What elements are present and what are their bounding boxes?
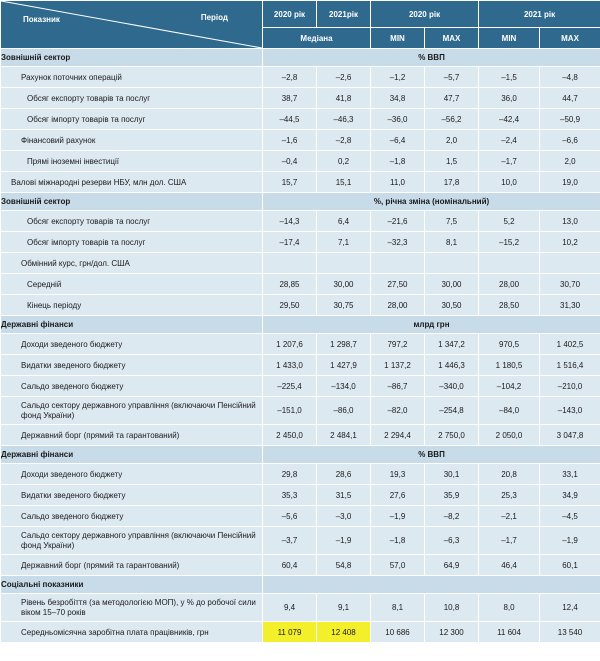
header-min-2020: MIN bbox=[371, 28, 425, 49]
row-label: Сальдо зведеного бюджету bbox=[1, 506, 263, 527]
row-label: Видатки зведеного бюджету bbox=[1, 485, 263, 506]
cell-max-2020: –5,7 bbox=[425, 67, 479, 88]
cell-min-2021: 28,00 bbox=[479, 274, 540, 295]
cell-min-2020: 27,6 bbox=[371, 485, 425, 506]
header-max-2021: MAX bbox=[540, 28, 600, 49]
section-header-row bbox=[1, 576, 600, 594]
row-label: Середньомісячна заробітна плата працівників, грн bbox=[1, 622, 263, 643]
cell-median-2021: 30,00 bbox=[317, 274, 371, 295]
row-label: Обмінний курс, грн/дол. США bbox=[1, 253, 263, 274]
section-unit: % ВВП bbox=[263, 446, 600, 464]
cell-median-2021: 7,1 bbox=[317, 232, 371, 253]
row-label: Обсяг імпорту товарів та послуг bbox=[1, 109, 263, 130]
table-row bbox=[1, 555, 600, 576]
cell-max-2021: 34,9 bbox=[540, 485, 600, 506]
cell-min-2021 bbox=[479, 253, 540, 274]
cell-max-2020: 7,5 bbox=[425, 211, 479, 232]
cell-min-2020: –1,2 bbox=[371, 67, 425, 88]
section-header-row bbox=[1, 446, 600, 464]
cell-max-2020: –340,0 bbox=[425, 376, 479, 397]
cell-median-2021: 1 427,9 bbox=[317, 355, 371, 376]
cell-median-2021: –3,0 bbox=[317, 506, 371, 527]
table-row bbox=[1, 506, 600, 527]
cell-median-2021: 31,5 bbox=[317, 485, 371, 506]
cell-max-2021: –6,6 bbox=[540, 130, 600, 151]
cell-max-2020: 2 750,0 bbox=[425, 425, 479, 446]
cell-max-2021: 30,70 bbox=[540, 274, 600, 295]
header-diagonal-line bbox=[1, 1, 262, 48]
cell-median-2021: 54,8 bbox=[317, 555, 371, 576]
section-title: Зовнішній сектор bbox=[1, 193, 263, 211]
section-unit: млрд грн bbox=[263, 316, 600, 334]
table-row bbox=[1, 67, 600, 88]
header-median: Медіана bbox=[263, 28, 371, 49]
cell-max-2021: –4,5 bbox=[540, 506, 600, 527]
cell-min-2020: 57,0 bbox=[371, 555, 425, 576]
cell-median-2020: 35,3 bbox=[263, 485, 317, 506]
cell-median-2021: 1 298,7 bbox=[317, 334, 371, 355]
cell-max-2021: 19,0 bbox=[540, 172, 600, 193]
cell-min-2020: –86,7 bbox=[371, 376, 425, 397]
cell-median-2021: 41,8 bbox=[317, 88, 371, 109]
cell-max-2020: 8,1 bbox=[425, 232, 479, 253]
cell-median-2020: –2,8 bbox=[263, 67, 317, 88]
cell-median-2020: 29,50 bbox=[263, 295, 317, 316]
row-label: Кінець періоду bbox=[1, 295, 263, 316]
row-label: Обсяг імпорту товарів та послуг bbox=[1, 232, 263, 253]
cell-max-2021: 13 540 bbox=[540, 622, 600, 643]
cell-max-2021: –50,9 bbox=[540, 109, 600, 130]
table-row bbox=[1, 211, 600, 232]
cell-min-2021: 28,50 bbox=[479, 295, 540, 316]
cell-max-2021: 1 516,4 bbox=[540, 355, 600, 376]
header-group-2020: 2020 рік bbox=[371, 1, 479, 28]
cell-min-2020: 8,1 bbox=[371, 594, 425, 622]
cell-max-2021: –1,9 bbox=[540, 527, 600, 555]
cell-median-2020: 1 433,0 bbox=[263, 355, 317, 376]
cell-median-2021: –2,6 bbox=[317, 67, 371, 88]
cell-min-2021: –42,4 bbox=[479, 109, 540, 130]
cell-median-2021: 2 484,1 bbox=[317, 425, 371, 446]
table-row bbox=[1, 594, 600, 622]
table-row bbox=[1, 464, 600, 485]
cell-min-2021: –1,7 bbox=[479, 527, 540, 555]
cell-min-2021: 5,2 bbox=[479, 211, 540, 232]
row-label: Фінансовий рахунок bbox=[1, 130, 263, 151]
cell-median-2020: 28,85 bbox=[263, 274, 317, 295]
row-label: Сальдо сектору державного управління (включаючи Пенсійний фонд України) bbox=[1, 397, 263, 425]
header-max-2020: MAX bbox=[425, 28, 479, 49]
table-row bbox=[1, 485, 600, 506]
table-row bbox=[1, 355, 600, 376]
cell-median-2020: 1 207,6 bbox=[263, 334, 317, 355]
cell-min-2020: –1,9 bbox=[371, 506, 425, 527]
cell-max-2021: –4,8 bbox=[540, 67, 600, 88]
section-title: Державні фінанси bbox=[1, 316, 263, 334]
section-title: Державні фінанси bbox=[1, 446, 263, 464]
cell-max-2021: 12,4 bbox=[540, 594, 600, 622]
cell-max-2021: 13,0 bbox=[540, 211, 600, 232]
cell-median-2020: –151,0 bbox=[263, 397, 317, 425]
cell-min-2021: –84,0 bbox=[479, 397, 540, 425]
row-label: Середній bbox=[1, 274, 263, 295]
cell-max-2020: 1 446,3 bbox=[425, 355, 479, 376]
cell-min-2020: –82,0 bbox=[371, 397, 425, 425]
cell-min-2020: 11,0 bbox=[371, 172, 425, 193]
cell-max-2021: 10,2 bbox=[540, 232, 600, 253]
section-header-row bbox=[1, 193, 600, 211]
cell-median-2020: –3,7 bbox=[263, 527, 317, 555]
cell-min-2020: –1,8 bbox=[371, 527, 425, 555]
section-title: Зовнішній сектор bbox=[1, 49, 263, 67]
cell-max-2020: 12 300 bbox=[425, 622, 479, 643]
cell-min-2021: 8,0 bbox=[479, 594, 540, 622]
cell-max-2020: 30,00 bbox=[425, 274, 479, 295]
row-label: Обсяг експорту товарів та послуг bbox=[1, 88, 263, 109]
cell-min-2020: 27,50 bbox=[371, 274, 425, 295]
row-label: Рахунок поточних операцій bbox=[1, 67, 263, 88]
cell-min-2020 bbox=[371, 253, 425, 274]
cell-max-2020: –8,2 bbox=[425, 506, 479, 527]
cell-median-2020: –0,4 bbox=[263, 151, 317, 172]
row-label: Сальдо зведеного бюджету bbox=[1, 376, 263, 397]
cell-min-2021: –2,4 bbox=[479, 130, 540, 151]
cell-max-2020: –254,8 bbox=[425, 397, 479, 425]
section-unit bbox=[263, 576, 600, 594]
cell-median-2020: 29,8 bbox=[263, 464, 317, 485]
cell-max-2020: 30,1 bbox=[425, 464, 479, 485]
cell-max-2020: 30,50 bbox=[425, 295, 479, 316]
cell-median-2021: 30,75 bbox=[317, 295, 371, 316]
cell-median-2021: 0,2 bbox=[317, 151, 371, 172]
cell-median-2020: –5,6 bbox=[263, 506, 317, 527]
cell-median-2021: –46,3 bbox=[317, 109, 371, 130]
table-row bbox=[1, 232, 600, 253]
row-label: Доходи зведеного бюджету bbox=[1, 334, 263, 355]
section-unit: %, річна зміна (номінальний) bbox=[263, 193, 600, 211]
cell-max-2021 bbox=[540, 253, 600, 274]
header-min-2021: MIN bbox=[479, 28, 540, 49]
cell-min-2020: –21,6 bbox=[371, 211, 425, 232]
row-label: Валові міжнародні резерви НБУ, млн дол. США bbox=[1, 172, 263, 193]
cell-min-2021: –15,2 bbox=[479, 232, 540, 253]
cell-min-2021: 10,0 bbox=[479, 172, 540, 193]
table-row bbox=[1, 130, 600, 151]
header-corner-cell bbox=[1, 1, 263, 49]
section-header-row bbox=[1, 316, 600, 334]
cell-min-2021: 1 180,5 bbox=[479, 355, 540, 376]
cell-min-2021: –2,1 bbox=[479, 506, 540, 527]
table-row bbox=[1, 109, 600, 130]
cell-max-2021: 44,7 bbox=[540, 88, 600, 109]
cell-max-2020: 1 347,2 bbox=[425, 334, 479, 355]
cell-min-2021: 11 604 bbox=[479, 622, 540, 643]
cell-max-2021: 33,1 bbox=[540, 464, 600, 485]
cell-median-2021: 9,1 bbox=[317, 594, 371, 622]
cell-median-2021: –134,0 bbox=[317, 376, 371, 397]
cell-min-2020: 797,2 bbox=[371, 334, 425, 355]
cell-max-2020: 47,7 bbox=[425, 88, 479, 109]
row-label: Доходи зведеного бюджету bbox=[1, 464, 263, 485]
cell-median-2020: 9,4 bbox=[263, 594, 317, 622]
cell-median-2020: –14,3 bbox=[263, 211, 317, 232]
cell-min-2020: –36,0 bbox=[371, 109, 425, 130]
row-label: Обсяг експорту товарів та послуг bbox=[1, 211, 263, 232]
cell-min-2021: 25,3 bbox=[479, 485, 540, 506]
table-row bbox=[1, 376, 600, 397]
section-unit: % ВВП bbox=[263, 49, 600, 67]
header-col-2020: 2020 рік bbox=[263, 1, 317, 28]
header-indicator-label: Показник bbox=[23, 15, 60, 24]
cell-min-2020: 2 294,4 bbox=[371, 425, 425, 446]
cell-max-2020: 1,5 bbox=[425, 151, 479, 172]
table-row bbox=[1, 88, 600, 109]
cell-min-2021: –1,7 bbox=[479, 151, 540, 172]
cell-max-2020 bbox=[425, 253, 479, 274]
header-group-2021: 2021 рік bbox=[479, 1, 600, 28]
cell-max-2021: 3 047,8 bbox=[540, 425, 600, 446]
cell-median-2021: 15,1 bbox=[317, 172, 371, 193]
cell-min-2021: 2 050,0 bbox=[479, 425, 540, 446]
table-row bbox=[1, 151, 600, 172]
cell-median-2020: 60,4 bbox=[263, 555, 317, 576]
row-label: Державний борг (прямий та гарантований) bbox=[1, 425, 263, 446]
row-label: Видатки зведеного бюджету bbox=[1, 355, 263, 376]
cell-max-2020: 35,9 bbox=[425, 485, 479, 506]
cell-median-2021: 12 408 bbox=[317, 622, 371, 643]
cell-min-2021: –1,5 bbox=[479, 67, 540, 88]
cell-min-2020: 28,00 bbox=[371, 295, 425, 316]
header-col-2021: 2021рік bbox=[317, 1, 371, 28]
table-row bbox=[1, 172, 600, 193]
cell-median-2020: 2 450,0 bbox=[263, 425, 317, 446]
row-label: Сальдо сектору державного управління (включаючи Пенсійний фонд України) bbox=[1, 527, 263, 555]
row-label: Державний борг (прямий та гарантований) bbox=[1, 555, 263, 576]
table-row bbox=[1, 253, 600, 274]
cell-max-2021: –210,0 bbox=[540, 376, 600, 397]
cell-min-2021: –104,2 bbox=[479, 376, 540, 397]
table-row bbox=[1, 425, 600, 446]
header-period-label: Період bbox=[200, 13, 228, 22]
table-row bbox=[1, 622, 600, 643]
cell-median-2020: 15,7 bbox=[263, 172, 317, 193]
table-row bbox=[1, 397, 600, 425]
cell-median-2020: 38,7 bbox=[263, 88, 317, 109]
cell-max-2021: 1 402,5 bbox=[540, 334, 600, 355]
cell-min-2020: 34,8 bbox=[371, 88, 425, 109]
cell-min-2020: –1,8 bbox=[371, 151, 425, 172]
cell-max-2021: 60,1 bbox=[540, 555, 600, 576]
cell-min-2021: 46,4 bbox=[479, 555, 540, 576]
cell-median-2020: 11 079 bbox=[263, 622, 317, 643]
cell-min-2020: 19,3 bbox=[371, 464, 425, 485]
cell-median-2020: –225,4 bbox=[263, 376, 317, 397]
cell-max-2021: –143,0 bbox=[540, 397, 600, 425]
row-label: Прямі іноземні інвестиції bbox=[1, 151, 263, 172]
cell-min-2020: –32,3 bbox=[371, 232, 425, 253]
table-row bbox=[1, 274, 600, 295]
table-row bbox=[1, 334, 600, 355]
cell-min-2020: –6,4 bbox=[371, 130, 425, 151]
cell-min-2020: 1 137,2 bbox=[371, 355, 425, 376]
cell-max-2020: 2,0 bbox=[425, 130, 479, 151]
cell-max-2020: –6,3 bbox=[425, 527, 479, 555]
table-row bbox=[1, 295, 600, 316]
cell-median-2020: –1,6 bbox=[263, 130, 317, 151]
table-body bbox=[1, 49, 600, 643]
table-row bbox=[1, 527, 600, 555]
cell-max-2020: 64,9 bbox=[425, 555, 479, 576]
section-title: Соціальні показники bbox=[1, 576, 263, 594]
cell-max-2021: 31,30 bbox=[540, 295, 600, 316]
cell-max-2020: –56,2 bbox=[425, 109, 479, 130]
cell-median-2020: –44,5 bbox=[263, 109, 317, 130]
cell-median-2021: –2,8 bbox=[317, 130, 371, 151]
cell-median-2021: 28,6 bbox=[317, 464, 371, 485]
cell-min-2021: 20,8 bbox=[479, 464, 540, 485]
section-header-row bbox=[1, 49, 600, 67]
cell-median-2021: 6,4 bbox=[317, 211, 371, 232]
cell-min-2020: 10 686 bbox=[371, 622, 425, 643]
cell-median-2021: –86,0 bbox=[317, 397, 371, 425]
cell-max-2020: 10,8 bbox=[425, 594, 479, 622]
cell-median-2021 bbox=[317, 253, 371, 274]
cell-median-2020 bbox=[263, 253, 317, 274]
row-label: Рівень безробіття (за методологією МОП), у % до робочої сили віком 15–70 років bbox=[1, 594, 263, 622]
cell-min-2021: 36,0 bbox=[479, 88, 540, 109]
cell-max-2020: 17,8 bbox=[425, 172, 479, 193]
cell-median-2020: –17,4 bbox=[263, 232, 317, 253]
cell-median-2021: –1,9 bbox=[317, 527, 371, 555]
cell-max-2021: 2,0 bbox=[540, 151, 600, 172]
cell-min-2021: 970,5 bbox=[479, 334, 540, 355]
